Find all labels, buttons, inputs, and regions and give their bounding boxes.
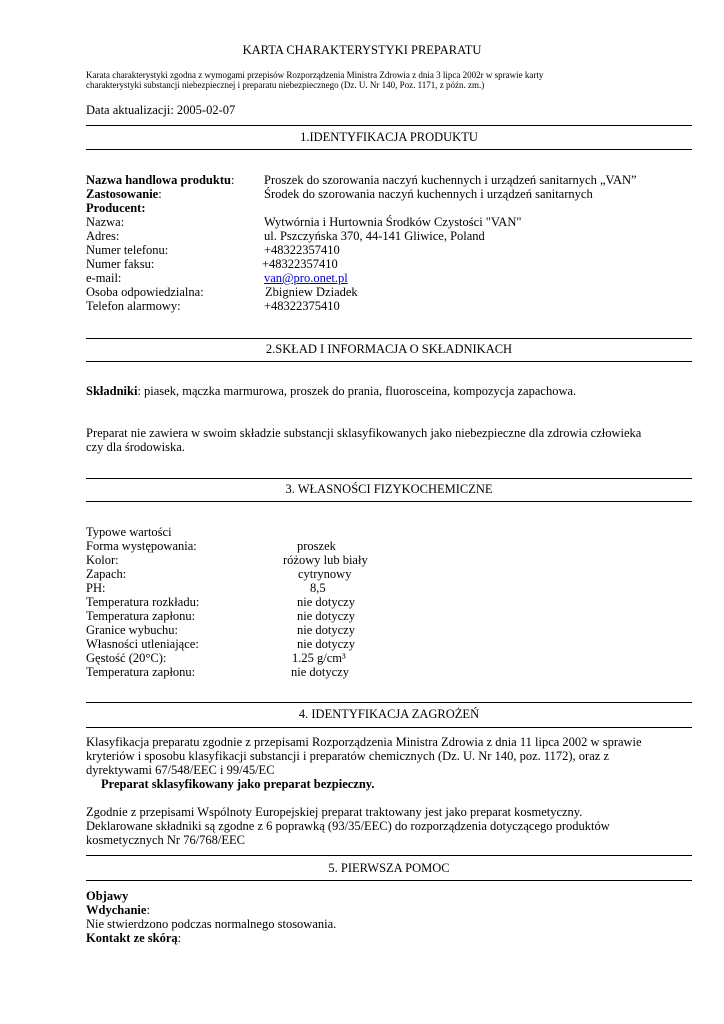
update-date: Data aktualizacji: 2005-02-07 <box>86 103 236 117</box>
inhalation-text: Nie stwierdzono podczas normalnego stosowania. <box>86 917 337 931</box>
value-decomposition-temp: nie dotyczy <box>297 595 355 609</box>
label-producer: Producent: <box>86 201 146 215</box>
label-ph: PH: <box>86 581 106 595</box>
value-phone: +48322357410 <box>264 243 340 257</box>
section-1-bottom-rule <box>86 149 692 150</box>
label-flash-point: Temperatura zapłonu: <box>86 609 196 623</box>
label-email: e-mail: <box>86 271 122 285</box>
section-2-bottom-rule <box>86 361 692 362</box>
symptoms-heading: Objawy <box>86 889 129 903</box>
value-odor: cytrynowy <box>298 567 352 581</box>
label-decomposition-temp: Temperatura rozkładu: <box>86 595 200 609</box>
value-fax: +48322357410 <box>262 257 338 271</box>
label-emergency-phone: Telefon alarmowy: <box>86 299 181 313</box>
value-responsible-person: Zbigniew Dziadek <box>265 285 358 299</box>
legal-basis-line-1: Karata charakterystyki zgodna z wymogami przepisów Rozporządzenia Ministra Zdrowia z dnia 3 lipca 2002r w sprawie karty <box>86 70 544 80</box>
section-5-title: 5. PIERWSZA POMOC <box>328 861 450 875</box>
value-trade-name: Proszek do szorowania naczyń kuchennych i urządzeń sanitarnych „VAN” <box>264 173 637 187</box>
label-flash-point-2: Temperatura zapłonu: <box>86 665 196 679</box>
value-flash-point-2: nie dotyczy <box>291 665 349 679</box>
value-address: ul. Pszczyńska 370, 44-141 Gliwice, Poland <box>264 229 485 243</box>
value-color: różowy lub biały <box>283 553 368 567</box>
section-3-bottom-rule <box>86 501 692 502</box>
label-fax: Numer faksu: <box>86 257 155 271</box>
section-2-top-rule <box>86 338 692 339</box>
section-2-title: 2.SKŁAD I INFORMACJA O SKŁADNIKACH <box>265 342 513 356</box>
value-name: Wytwórnia i Hurtownia Środków Czystości "VAN" <box>264 215 522 229</box>
value-flash-point: nie dotyczy <box>297 609 355 623</box>
safe-preparation-statement: Preparat sklasyfikowany jako preparat bezpieczny. <box>101 777 375 791</box>
properties-heading: Typowe wartości <box>86 525 172 539</box>
label-oxidizing-properties: Własności utleniające: <box>86 637 199 651</box>
cosmetic-note-line-3: kosmetycznych Nr 76/768/EEC <box>86 833 245 847</box>
hazard-classification-line-2: kryteriów i sposobu klasyfikacji substancji i preparatów chemicznych (Dz. U. Nr 140, poz. 1172), oraz z <box>86 749 609 763</box>
hazard-classification-line-3: dyrektywami 67/548/EEC i 99/45/EC <box>86 763 275 777</box>
label-name: Nazwa: <box>86 215 125 229</box>
cosmetic-note-line-1: Zgodnie z przepisami Wspólnoty Europejskiej preparat traktowany jest jako preparat kosmetyczny. <box>86 805 583 819</box>
label-application: Zastosowanie: <box>86 187 162 201</box>
inhalation-heading: Wdychanie: <box>86 903 150 917</box>
section-1-title: 1.IDENTYFIKACJA PRODUKTU <box>300 130 478 144</box>
label-color: Kolor: <box>86 553 119 567</box>
value-density: 1.25 g/cm³ <box>292 651 346 665</box>
label-phone: Numer telefonu: <box>86 243 169 257</box>
section-4-top-rule <box>86 702 692 703</box>
hazard-classification-line-1: Klasyfikacja preparatu zgodnie z przepisami Rozporządzenia Ministra Zdrowia z dnia 11 lipca 2002 w sprawie <box>86 735 642 749</box>
section-5-top-rule <box>86 855 692 856</box>
section-3-title: 3. WŁASNOŚCI FIZYKOCHEMICZNE <box>285 482 493 496</box>
value-ph: 8,5 <box>310 581 326 595</box>
value-form: proszek <box>297 539 336 553</box>
legal-basis-line-2: charakterystyki substancji niebezpiecznej i preparatu niebezpiecznego (Dz. U. Nr 140, Poz. 1171, z późn. zm.) <box>86 80 485 90</box>
classification-note-line-1: Preparat nie zawiera w swoim składzie substancji sklasyfikowanych jako niebezpieczne dla zdrowia człowieka <box>86 426 642 440</box>
section-4-bottom-rule <box>86 727 692 728</box>
section-5-bottom-rule <box>86 880 692 881</box>
document-title: KARTA CHARAKTERYSTYKI PREPARATU <box>242 43 482 57</box>
skin-contact-heading: Kontakt ze skórą: <box>86 931 182 945</box>
email-link[interactable]: van@pro.onet.pl <box>264 271 348 285</box>
label-trade-name: Nazwa handlowa produktu: <box>86 173 235 187</box>
section-4-title: 4. IDENTYFIKACJA ZAGROŻEŃ <box>298 707 480 721</box>
label-form: Forma występowania: <box>86 539 197 553</box>
label-odor: Zapach: <box>86 567 127 581</box>
value-application: Środek do szorowania naczyń kuchennych i urządzeń sanitarnych <box>264 187 593 201</box>
label-density: Gęstość (20°C): <box>86 651 167 665</box>
section-3-top-rule <box>86 478 692 479</box>
section-1-top-rule <box>86 125 692 126</box>
value-explosion-limits: nie dotyczy <box>297 623 355 637</box>
cosmetic-note-line-2: Deklarowane składniki są zgodne z 6 poprawką (93/35/EEC) do rozporządzenia dotyczącego produktów <box>86 819 610 833</box>
value-emergency-phone: +48322375410 <box>264 299 340 313</box>
label-explosion-limits: Granice wybuchu: <box>86 623 178 637</box>
label-responsible-person: Osoba odpowiedzialna: <box>86 285 204 299</box>
value-oxidizing-properties: nie dotyczy <box>297 637 355 651</box>
ingredients-line: Składniki: piasek, mączka marmurowa, proszek do prania, fluorosceina, kompozycja zapachowa. <box>86 384 577 398</box>
label-address: Adres: <box>86 229 120 243</box>
classification-note-line-2: czy dla środowiska. <box>86 440 185 454</box>
